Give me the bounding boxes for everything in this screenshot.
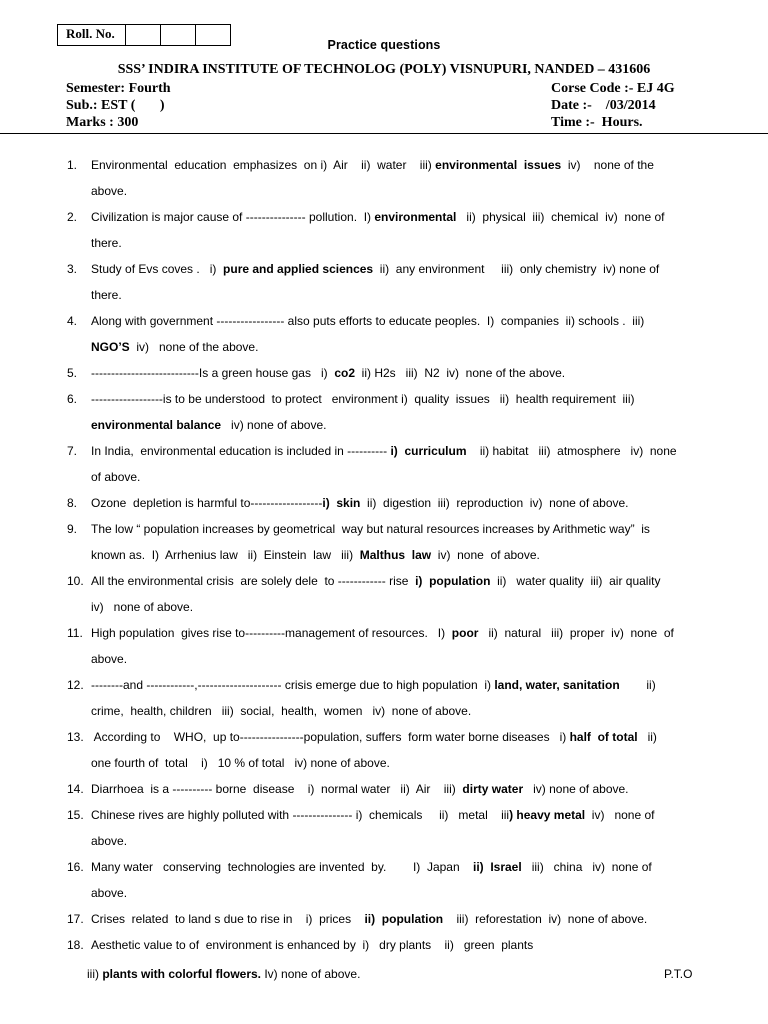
question-text: Aesthetic value to of environment is enhanced by i) dry plants ii) green plants [91, 938, 534, 952]
question-line [67, 204, 717, 230]
question-line [67, 724, 717, 750]
question-line [67, 802, 717, 828]
question-item [67, 438, 717, 490]
answer-option: i) skin [322, 496, 361, 510]
question-list [67, 152, 717, 958]
question-line-continued [67, 412, 717, 438]
question-text: iv) none of above. [523, 782, 629, 796]
question-text: Environmental education emphasizes on i) Air ii) water iii) [91, 158, 436, 172]
question-text: Study of Evs coves . i) [91, 262, 224, 276]
question-line [67, 932, 717, 958]
answer-option: environmental [374, 210, 457, 224]
question-line [67, 438, 717, 464]
exam-time: Time :- Hours. [551, 115, 643, 130]
subject: Sub.: EST ( ) [66, 98, 165, 113]
question-item [67, 906, 717, 932]
question-text: iv) none of above. [221, 418, 327, 432]
header-divider [0, 133, 768, 134]
question-number: 10. [67, 574, 84, 588]
answer-option: i) curriculum [390, 444, 467, 458]
question-text: iv) none of the above. [129, 340, 259, 354]
question-text: ii) physical iii) chemical iv) none of [456, 210, 665, 224]
question-line [67, 360, 717, 386]
answer-option: ii) population [364, 912, 444, 926]
question-line-continued [67, 646, 717, 672]
question-text: above. [91, 184, 128, 198]
question-text: Many water conserving technologies are invented by. I) Japan [91, 860, 473, 874]
question-item [67, 776, 717, 802]
answer-option: i) population [415, 574, 491, 588]
question-text: iv) none of [585, 808, 655, 822]
question-line-continued [67, 178, 717, 204]
question-number: 14. [67, 782, 84, 796]
question-item [67, 672, 717, 724]
question-text: above. [91, 886, 128, 900]
exam-date: Date :- /03/2014 [551, 98, 656, 113]
answer-option: dirty water [462, 782, 524, 796]
question-text: Chinese rives are highly polluted with --------------- i) chemicals ii) metal iii [91, 808, 510, 822]
question-item [67, 360, 717, 386]
answer-option: ) heavy metal [509, 808, 586, 822]
question-line [67, 308, 717, 334]
question-number: 11. [67, 626, 83, 640]
question-line [67, 516, 717, 542]
answer-option: plants with colorful flowers. [102, 967, 262, 981]
question-text: ii) habitat iii) atmosphere iv) none [466, 444, 677, 458]
question-line-continued [67, 698, 717, 724]
institute-name: SSS’ INDIRA INSTITUTE OF TECHNOLOG (POLY) VISNUPURI, NANDED – 431606 [117, 62, 651, 77]
question-text: above. [91, 834, 128, 848]
question-line [67, 386, 717, 412]
question-text: Civilization is major cause of --------------- pollution. I) [91, 210, 375, 224]
question-line [67, 152, 717, 178]
question-text: Ozone depletion is harmful to------------------ [91, 496, 323, 510]
answer-option: half of total [569, 730, 638, 744]
question-text: High population gives rise to----------management of resources. I) [91, 626, 452, 640]
question-line [67, 568, 717, 594]
question-item [67, 308, 717, 360]
question-item [67, 802, 717, 854]
question-text: ii) natural iii) proper iv) none of [478, 626, 674, 640]
answer-option: ii) Israel [472, 860, 522, 874]
question-line [67, 672, 717, 698]
question-text: ii) any environment iii) only chemistry iv) none of [373, 262, 660, 276]
question-number: 12. [67, 678, 84, 692]
question-number: 15. [67, 808, 84, 822]
practice-title: Practice questions [327, 38, 441, 52]
option-text: iii) [87, 967, 103, 981]
answer-option: poor [451, 626, 479, 640]
question-text: known as. I) Arrhenius law ii) Einstein law iii) [91, 548, 360, 562]
question-18-options [87, 961, 360, 987]
answer-option: NGO’S [91, 340, 130, 354]
question-text: Crises related to land s due to rise in i) prices [91, 912, 365, 926]
question-line [67, 256, 717, 282]
marks: Marks : 300 [66, 115, 139, 130]
question-text: In India, environmental education is included in ---------- [91, 444, 391, 458]
question-line [67, 776, 717, 802]
question-line [67, 854, 717, 880]
semester: Semester: Fourth [66, 81, 171, 96]
question-line-continued [67, 334, 717, 360]
question-text: According to WHO, up to----------------population, suffers form water borne diseases i) [91, 730, 570, 744]
question-text: above. [91, 652, 128, 666]
question-text: iii) reforestation iv) none of above. [443, 912, 648, 926]
answer-option: environmental balance [91, 418, 222, 432]
question-text: iv) none of the [561, 158, 654, 172]
question-number: 16. [67, 860, 84, 874]
question-item [67, 854, 717, 906]
question-item [67, 620, 717, 672]
question-text: All the environmental crisis are solely dele to ------------ rise [91, 574, 416, 588]
question-text: crime, health, children iii) social, health, women iv) none of above. [91, 704, 472, 718]
question-line [67, 490, 717, 516]
question-text: Diarrhoea is a ---------- borne disease i) normal water ii) Air iii) [91, 782, 463, 796]
question-text: iv) none of above. [431, 548, 540, 562]
question-text: ii) H2s iii) N2 iv) none of the above. [355, 366, 566, 380]
question-number: 4. [67, 314, 78, 328]
question-line-continued [67, 542, 717, 568]
question-item [67, 516, 717, 568]
question-number: 8. [67, 496, 78, 510]
question-text: iv) none of above. [91, 600, 194, 614]
question-text: Along with government ----------------- also puts efforts to educate peoples. I) companies ii) schools . iii) [91, 314, 645, 328]
answer-option: pure and applied sciences [223, 262, 374, 276]
question-number: 18. [67, 938, 84, 952]
roll-number-label: Roll. No. [58, 25, 126, 45]
question-number: 6. [67, 392, 78, 406]
question-line-continued [67, 594, 717, 620]
answer-option: Malthus law [359, 548, 432, 562]
question-item [67, 152, 717, 204]
question-item [67, 724, 717, 776]
question-number: 17. [67, 912, 84, 926]
question-line-continued [67, 230, 717, 256]
question-line-continued [67, 282, 717, 308]
question-text: ii) [637, 730, 657, 744]
question-text: ii) digestion iii) reproduction iv) none of above. [360, 496, 629, 510]
question-line-continued [67, 880, 717, 906]
question-number: 5. [67, 366, 78, 380]
question-line-continued [67, 464, 717, 490]
question-number: 1. [67, 158, 78, 172]
question-text: there. [91, 236, 122, 250]
question-text: --------and ------------,--------------------- crisis emerge due to high population i) [91, 678, 495, 692]
question-text: ii) water quality iii) air quality [490, 574, 661, 588]
option-text: Iv) none of above. [261, 967, 361, 981]
question-line-continued [67, 750, 717, 776]
question-item [67, 568, 717, 620]
question-number: 13. [67, 730, 84, 744]
question-text: The low “ population increases by geometrical way but natural resources increases by Arithmetic way” is [91, 522, 650, 536]
question-item [67, 932, 717, 958]
course-code: Corse Code :- EJ 4G [551, 81, 675, 96]
question-item [67, 204, 717, 256]
question-text: one fourth of total i) 10 % of total iv) none of above. [91, 756, 390, 770]
question-item [67, 386, 717, 438]
answer-option: land, water, sanitation [494, 678, 620, 692]
question-text: of above. [91, 470, 141, 484]
page-turn-over: P.T.O [664, 967, 693, 981]
question-number: 3. [67, 262, 78, 276]
question-text: ii) [619, 678, 656, 692]
question-text: there. [91, 288, 122, 302]
answer-option: co2 [334, 366, 355, 380]
question-number: 7. [67, 444, 78, 458]
answer-option: environmental issues [435, 158, 562, 172]
question-number: 2. [67, 210, 78, 224]
question-item [67, 256, 717, 308]
question-line [67, 906, 717, 932]
question-item [67, 490, 717, 516]
question-line-continued [67, 828, 717, 854]
question-text: iii) china iv) none of [521, 860, 652, 874]
question-number: 9. [67, 522, 78, 536]
question-text: ------------------is to be understood to protect environment i) quality issues ii) health requirement iii) [91, 392, 635, 406]
question-line [67, 620, 717, 646]
question-text: ---------------------------Is a green house gas i) [91, 366, 335, 380]
